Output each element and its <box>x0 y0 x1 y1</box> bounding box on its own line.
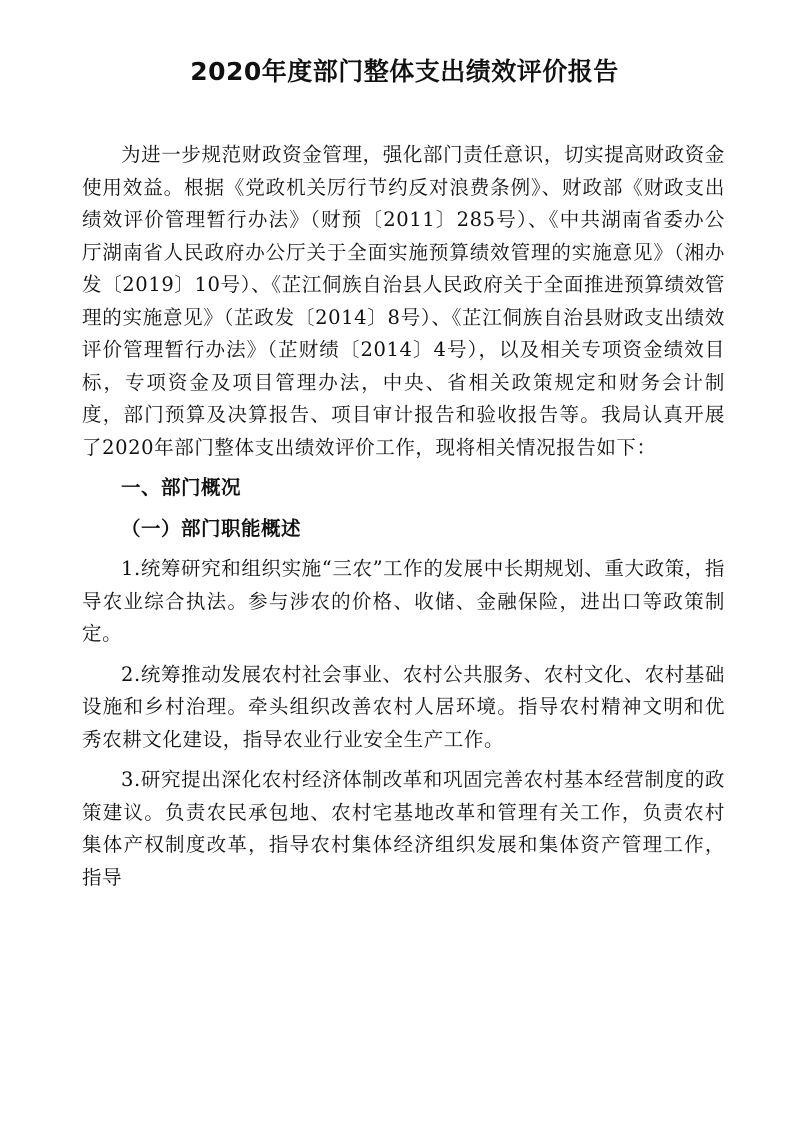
intro-paragraph: 为进一步规范财政资金管理，强化部门责任意识，切实提高财政资金使用效益。根据《党政机关厉行节约反对浪费条例》、财政部《财政支出绩效评价管理暂行办法》（财预〔2011〕285号）、《中共湖南省委办公厅湖南省人民政府办公厅关于全面实施预算绩效管理的实施意见》（湘办发〔2019〕10号）、《芷江侗族自治县人民政府关于全面推进预算绩效管理的实施意见》（芷政发〔2014〕8号）、《芷江侗族自治县财政支出绩效评价管理暂行办法》（芷财绩〔2014〕4号），以及相关专项资金绩效目标，专项资金及项目管理办法，中央、省相关政策规定和财务会计制度，部门预算及决算报告、项目审计报告和验收报告等。我局认真开展了2020年部门整体支出绩效评价工作，现将相关情况报告如下： <box>82 143 725 459</box>
function-item-1: 1.统筹研究和组织实施“三农”工作的发展中长期规划、重大政策，指导农业综合执法。参与涉农的价格、收储、金融保险，进出口等政策制定。 <box>82 557 725 645</box>
title-spacer <box>82 92 725 139</box>
function-item-3: 3.研究提出深化农村经济体制改革和巩固完善农村基本经营制度的政策建议。负责农民承包地、农村宅基地改革和管理有关工作，负责农村集体产权制度改革，指导农村集体经济组织发展和集体资产管理工作，指导 <box>82 768 725 889</box>
document-title: 2020年度部门整体支出绩效评价报告 <box>190 57 619 86</box>
section-heading-department-overview: 一、部门概况 <box>121 476 242 499</box>
function-item-2: 2.统筹推动发展农村社会事业、农村公共服务、农村文化、农村基础设施和乡村治理。牵头组织改善农村人居环境。指导农村精神文明和优秀农耕文化建设，指导农业行业安全生产工作。 <box>82 662 725 751</box>
subsection-heading-function-overview: （一）部门职能概述 <box>121 516 302 540</box>
